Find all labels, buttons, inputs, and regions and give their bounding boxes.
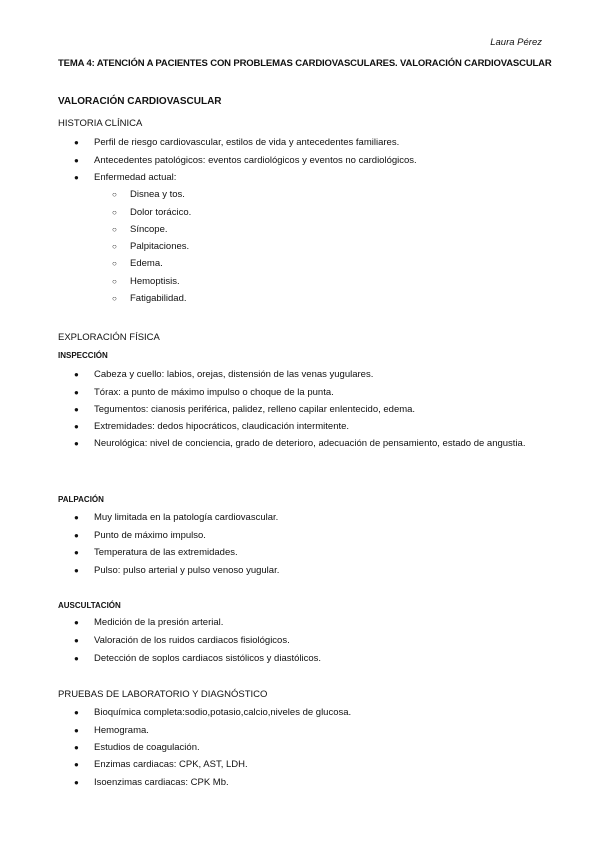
inspeccion-title: INSPECCIÓN [58,351,108,360]
historia-title: HISTORIA CLÍNICA [58,118,143,129]
list-item: ● Enfermedad actual: [74,169,176,186]
bullet-icon: ● [74,439,79,448]
list-item: ● Neurológica: nivel de conciencia, grado de deterioro, adecuación de pensamiento, estado de angustia. [74,434,542,454]
bullet-icon: ● [74,708,79,717]
list-item: ● Detección de soplos cardiacos sistólicos y diastólicos. [74,650,321,667]
topic-title: TEMA 4: ATENCIÓN A PACIENTES CON PROBLEMAS CARDIOVASCULARES. VALORACIÓN CARDIOVASCULAR [58,58,552,69]
bullet-icon: ● [74,743,79,752]
bullet-icon: ● [74,778,79,787]
bullet-icon: ● [74,618,79,627]
bullet-icon: ● [74,513,79,522]
list-item: ● Tegumentos: cianosis periférica, palidez, relleno capilar enlentecido, edema. [74,401,415,418]
sub-list-item: ○ Edema. [112,255,163,272]
palpacion-title: PALPACIÓN [58,495,104,504]
circle-bullet-icon: ○ [112,242,117,251]
bullet-icon: ● [74,726,79,735]
sub-list-item: ○ Hemoptisis. [112,273,180,290]
list-item: ● Extremidades: dedos hipocráticos, claudicación intermitente. [74,418,349,435]
bullet-icon: ● [74,548,79,557]
list-item: ● Punto de máximo impulso. [74,527,206,544]
auscultacion-title: AUSCULTACIÓN [58,601,121,610]
pruebas-title: PRUEBAS DE LABORATORIO Y DIAGNÓSTICO [58,689,268,700]
bullet-icon: ● [74,636,79,645]
sub-list-item: ○ Disnea y tos. [112,186,185,203]
bullet-icon: ● [74,566,79,575]
bullet-icon: ● [74,531,79,540]
list-item: ● Medición de la presión arterial. [74,614,223,631]
list-item: ● Enzimas cardiacas: CPK, AST, LDH. [74,756,248,773]
bullet-icon: ● [74,370,79,379]
circle-bullet-icon: ○ [112,225,117,234]
circle-bullet-icon: ○ [112,190,117,199]
bullet-icon: ● [74,388,79,397]
list-item: ● Temperatura de las extremidades. [74,544,238,561]
sub-list-item: ○ Palpitaciones. [112,238,189,255]
circle-bullet-icon: ○ [112,259,117,268]
list-item: ● Antecedentes patológicos: eventos cardiológicos y eventos no cardiológicos. [74,152,417,169]
bullet-icon: ● [74,156,79,165]
list-item: ● Isoenzimas cardiacas: CPK Mb. [74,774,229,791]
sub-list-item: ○ Dolor torácico. [112,204,191,221]
section-title: VALORACIÓN CARDIOVASCULAR [58,96,222,107]
bullet-icon: ● [74,405,79,414]
circle-bullet-icon: ○ [112,277,117,286]
list-item: ● Cabeza y cuello: labios, orejas, distensión de las venas yugulares. [74,366,373,383]
bullet-icon: ● [74,138,79,147]
bullet-icon: ● [74,654,79,663]
list-item: ● Hemograma. [74,722,149,739]
bullet-icon: ● [74,422,79,431]
list-item: ● Bioquímica completa:sodio,potasio,calcio,niveles de glucosa. [74,704,351,721]
bullet-icon: ● [74,173,79,182]
list-item: ● Estudios de coagulación. [74,739,200,756]
sub-list-item: ○ Síncope. [112,221,168,238]
bullet-icon: ● [74,760,79,769]
exploracion-title: EXPLORACIÓN FÍSICA [58,332,160,343]
list-item: ● Perfil de riesgo cardiovascular, estilos de vida y antecedentes familiares. [74,134,399,151]
circle-bullet-icon: ○ [112,294,117,303]
sub-list-item: ○ Fatigabilidad. [112,290,187,307]
author-name: Laura Pérez [490,37,542,48]
list-item: ● Muy limitada en la patología cardiovascular. [74,509,278,526]
list-item: ● Pulso: pulso arterial y pulso venoso yugular. [74,562,279,579]
list-item: ● Valoración de los ruidos cardiacos fisiológicos. [74,632,290,649]
circle-bullet-icon: ○ [112,208,117,217]
list-item: ● Tórax: a punto de máximo impulso o choque de la punta. [74,384,334,401]
